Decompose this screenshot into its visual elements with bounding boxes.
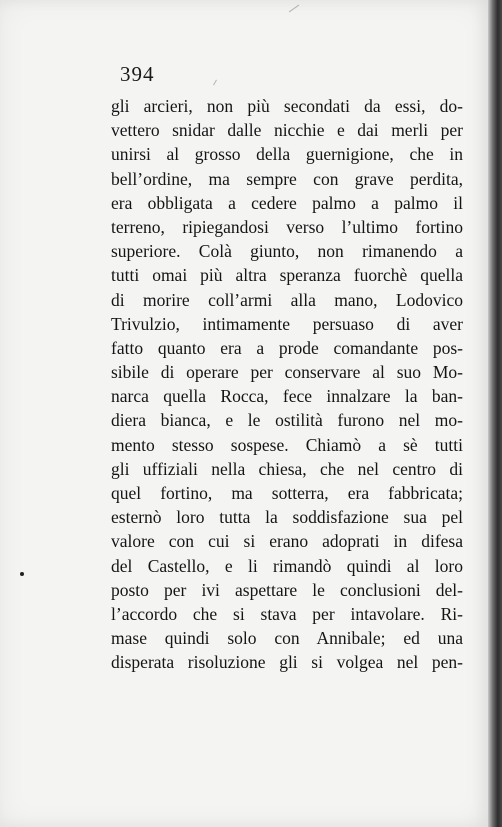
text-line: gli uffiziali nella chiesa, che nel centro di xyxy=(111,458,463,479)
text-line: mento stesso sospese. Chiamò a sè tutti xyxy=(111,434,463,455)
text-line: sibile di operare per conservare al suo Mo- xyxy=(111,362,463,383)
text-line: superiore. Colà giunto, non rimanendo a xyxy=(111,241,463,262)
margin-dot xyxy=(20,572,24,576)
page-mark xyxy=(213,80,217,86)
page-mark xyxy=(289,5,299,13)
text-line: mase quindi solo con Annibale; ed una xyxy=(111,628,463,649)
text-line: quel fortino, ma sotterra, era fabbricata; xyxy=(111,483,463,503)
text-line: valore con cui si erano adoprati in difesa xyxy=(111,531,463,552)
text-line: unirsi al grosso della guernigione, che in xyxy=(111,144,463,165)
text-line: l’accordo che si stava per intavolare. Ri- xyxy=(111,603,463,624)
text-line: disperata risoluzione gli si volgea nel pen- xyxy=(111,652,463,673)
text-line: Trivulzio, intimamente persuaso di aver xyxy=(111,313,463,334)
text-line: tutti omai più altra speranza fuorchè quella xyxy=(111,265,463,286)
text-line: di morire coll’armi alla mano, Lodovico xyxy=(111,289,463,310)
text-line: diera bianca, e le ostilità furono nel mo- xyxy=(111,410,463,431)
text-line: era obbligata a cedere palmo a palmo il xyxy=(111,192,463,213)
text-line: posto per ivi aspettare le conclusioni del- xyxy=(111,579,463,600)
text-line: fatto quanto era a prode comandante pos- xyxy=(111,337,463,358)
text-line: terreno, ripiegandosi verso l’ultimo fortino xyxy=(111,216,463,237)
body-text xyxy=(111,94,463,675)
page-number: 394 xyxy=(120,62,155,86)
page-edge-shadow xyxy=(488,0,502,827)
text-line: gli arcieri, non più secondati da essi, do- xyxy=(111,96,463,116)
text-line: narca quella Rocca, fece innalzare la ban- xyxy=(111,386,463,407)
text-line: bell’ordine, ma sempre con grave perdita, xyxy=(111,168,463,189)
text-line: esternò loro tutta la soddisfazione sua pel xyxy=(111,507,463,528)
text-line: del Castello, e li rimandò quindi al loro xyxy=(111,555,463,576)
text-line: vettero snidar dalle nicchie e dai merli per xyxy=(111,120,463,141)
